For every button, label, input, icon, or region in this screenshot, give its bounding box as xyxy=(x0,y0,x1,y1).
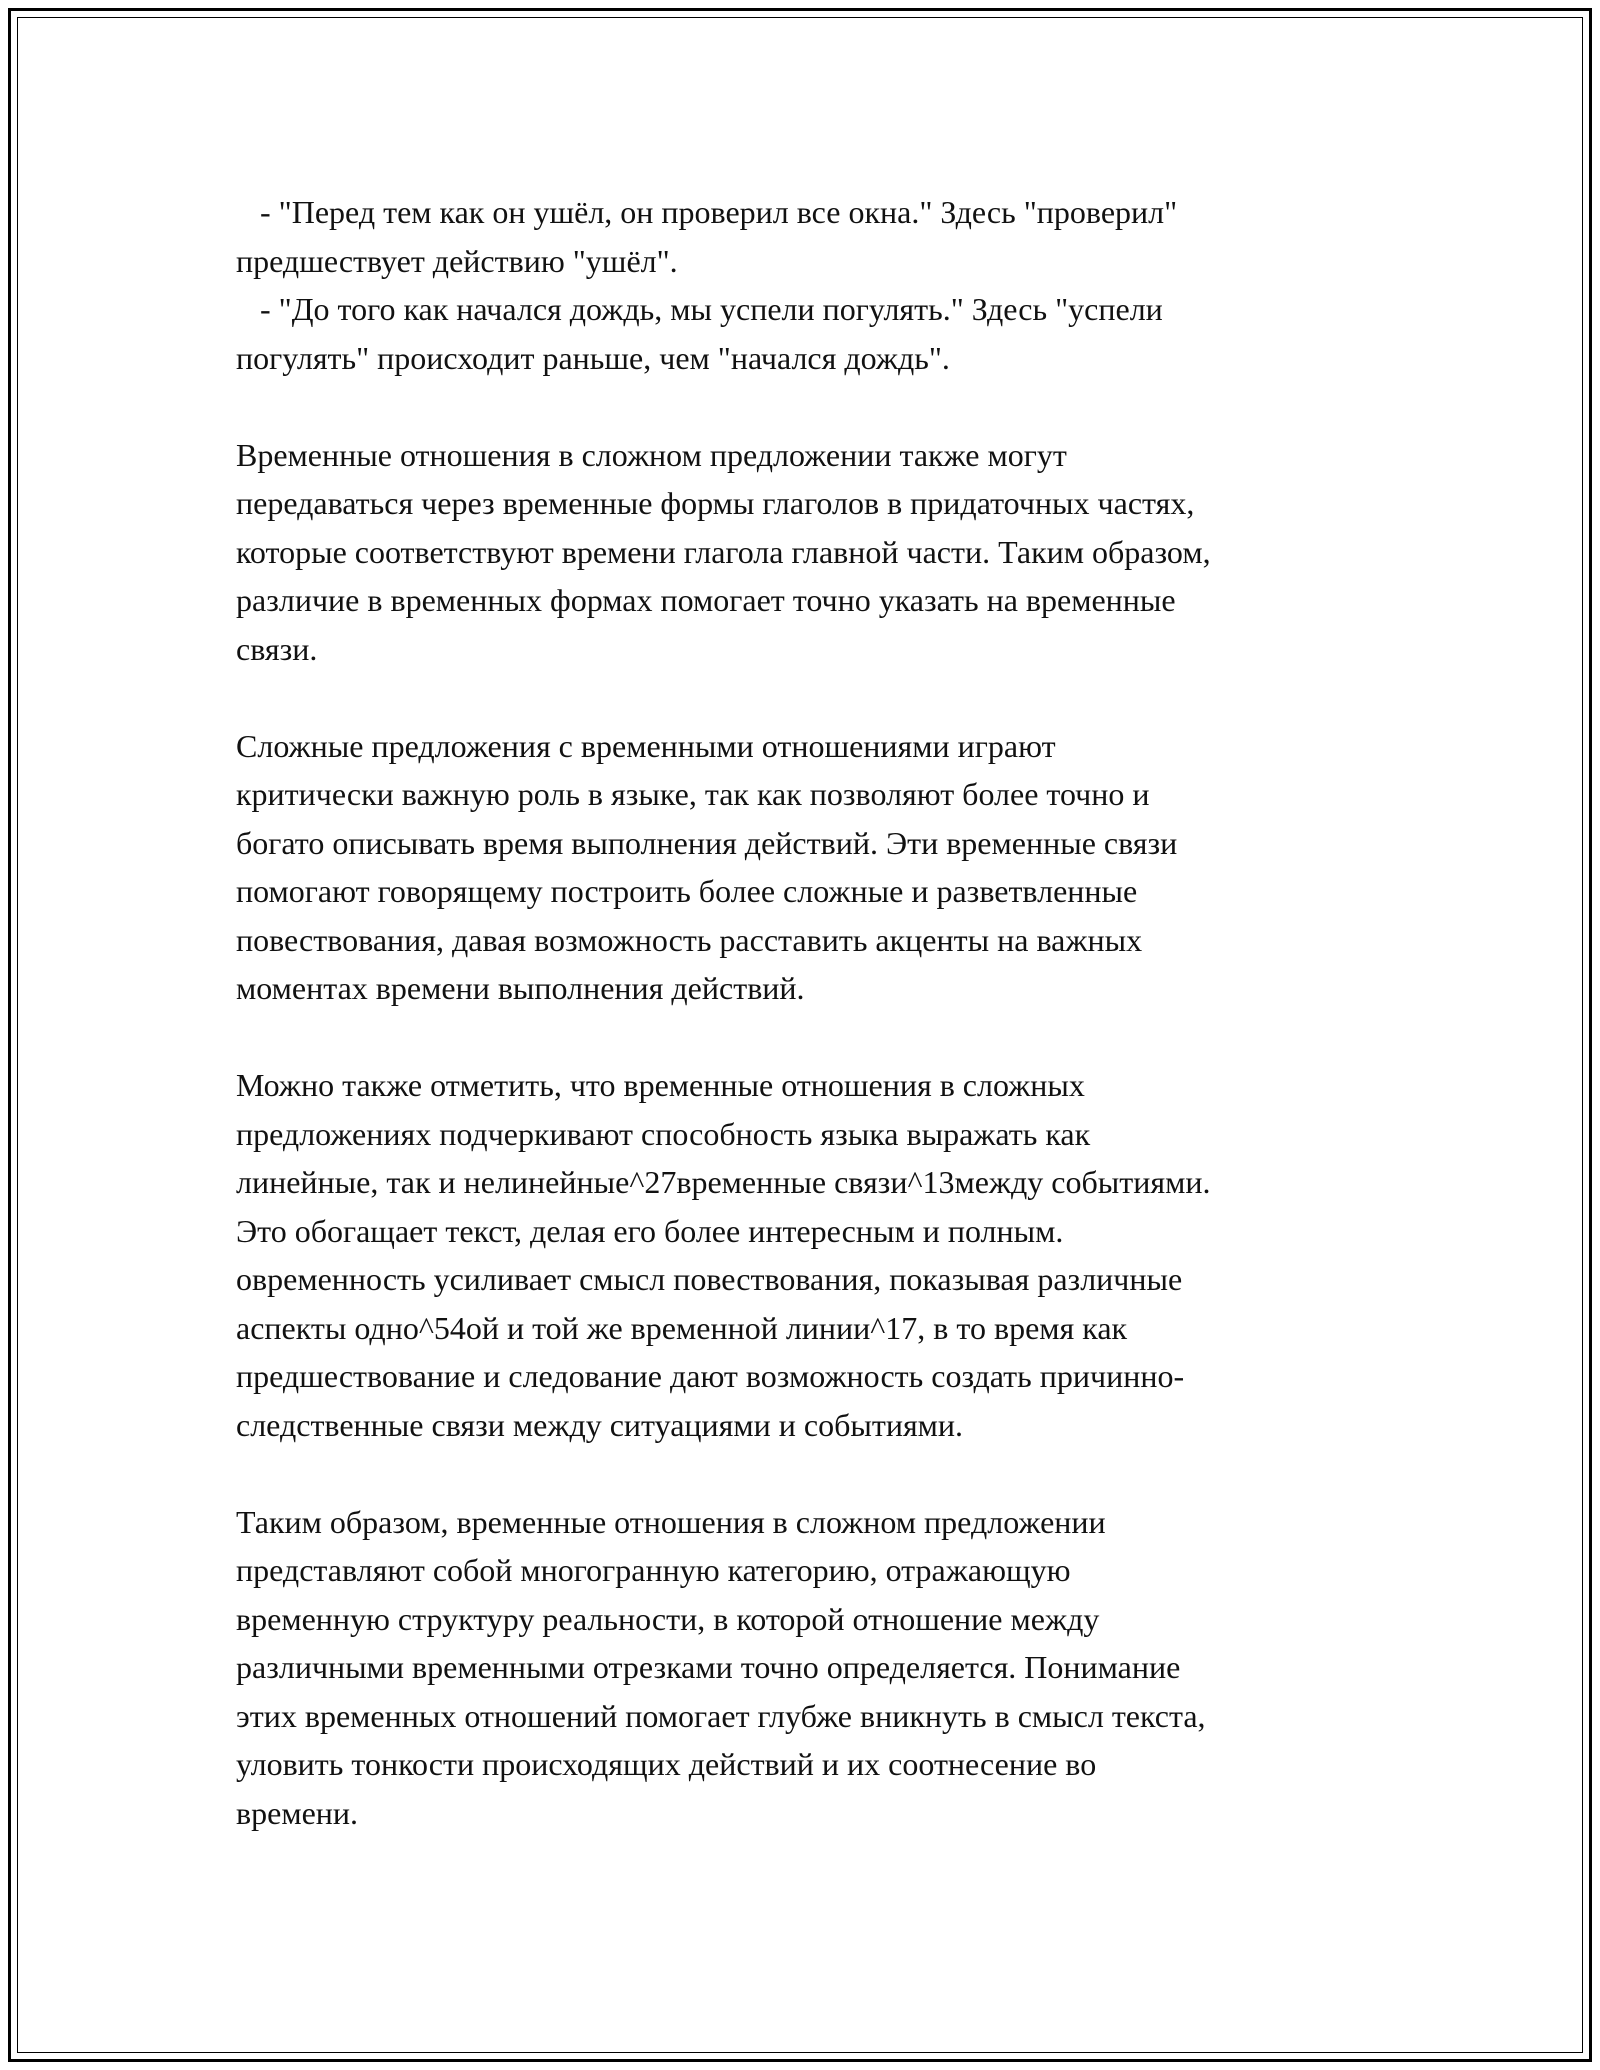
text-line: следственные связи между ситуациями и событиями. xyxy=(236,1406,964,1443)
text-line: уловить тонкости происходящих действий и их соотнесение во xyxy=(236,1746,1097,1782)
text-line: которые соответствуют времени глагола главной части. Таким образом, xyxy=(236,533,1211,570)
text-line: аспекты одно^54ой и той же временной линии^17, в то время как xyxy=(236,1309,1128,1346)
text-line: Это обогащает текст, делая его более интересным и полным. xyxy=(236,1212,1064,1249)
text-line: линейные, так и нелинейные^27временные связи^13между событиями. xyxy=(236,1164,1211,1200)
text-line: - "До того как начался дождь, мы успели погулять." Здесь "успели xyxy=(236,291,1163,327)
text-line: времени. xyxy=(236,1794,359,1831)
text-line: различными временными отрезками точно определяется. Понимание xyxy=(236,1649,1181,1685)
text-line: представляют собой многогранную категорию, отражающую xyxy=(236,1552,1071,1588)
text-line: Можно также отметить, что временные отношения в сложных xyxy=(236,1067,1085,1103)
paragraph-gap xyxy=(236,673,1386,722)
text-line: повествования, давая возможность расставить акценты на важных xyxy=(236,921,1143,958)
importance-paragraph xyxy=(236,722,1386,1013)
text-line: этих временных отношений помогает глубже вникнуть в смысл текста, xyxy=(236,1697,1206,1734)
text-line: Сложные предложения с временными отношениями играют xyxy=(236,727,1056,764)
document-body xyxy=(236,188,1386,1837)
verb-tense-paragraph xyxy=(236,431,1386,674)
text-line: богато описывать время выполнения действий. Эти временные связи xyxy=(236,824,1178,861)
example-list xyxy=(236,188,1386,382)
text-line: помогают говорящему построить более сложные и разветвленные xyxy=(236,873,1138,909)
text-line: - "Перед тем как он ушёл, он проверил все окна." Здесь "проверил" xyxy=(236,194,1178,230)
text-line: передаваться через временные формы глаголов в придаточных частях, xyxy=(236,485,1195,521)
linearity-paragraph xyxy=(236,1061,1386,1449)
text-line: Временные отношения в сложном предложении также могут xyxy=(236,436,1067,473)
text-line: предшествует действию "ушёл". xyxy=(236,242,678,279)
text-line: предшествование и следование дают возможность создать причинно- xyxy=(236,1358,1185,1394)
text-line: временную структуру реальности, в которой отношение между xyxy=(236,1600,1100,1637)
text-line: различие в временных формах помогает точно указать на временные xyxy=(236,582,1176,618)
paragraph-gap xyxy=(236,1449,1386,1498)
text-line: связи. xyxy=(236,630,318,667)
text-line: критически важную роль в языке, так как позволяют более точно и xyxy=(236,776,1150,812)
paragraph-gap xyxy=(236,1013,1386,1062)
text-line: предложениях подчеркивают способность языка выражать как xyxy=(236,1115,1091,1152)
text-line: моментах времени выполнения действий. xyxy=(236,970,805,1006)
text-line: погулять" происходит раньше, чем "начался дождь". xyxy=(236,339,950,376)
text-line: овременность усиливает смысл повествования, показывая различные xyxy=(236,1261,1183,1297)
conclusion-paragraph xyxy=(236,1498,1386,1838)
text-line: Таким образом, временные отношения в сложном предложении xyxy=(236,1503,1106,1540)
paragraph-gap xyxy=(236,382,1386,431)
